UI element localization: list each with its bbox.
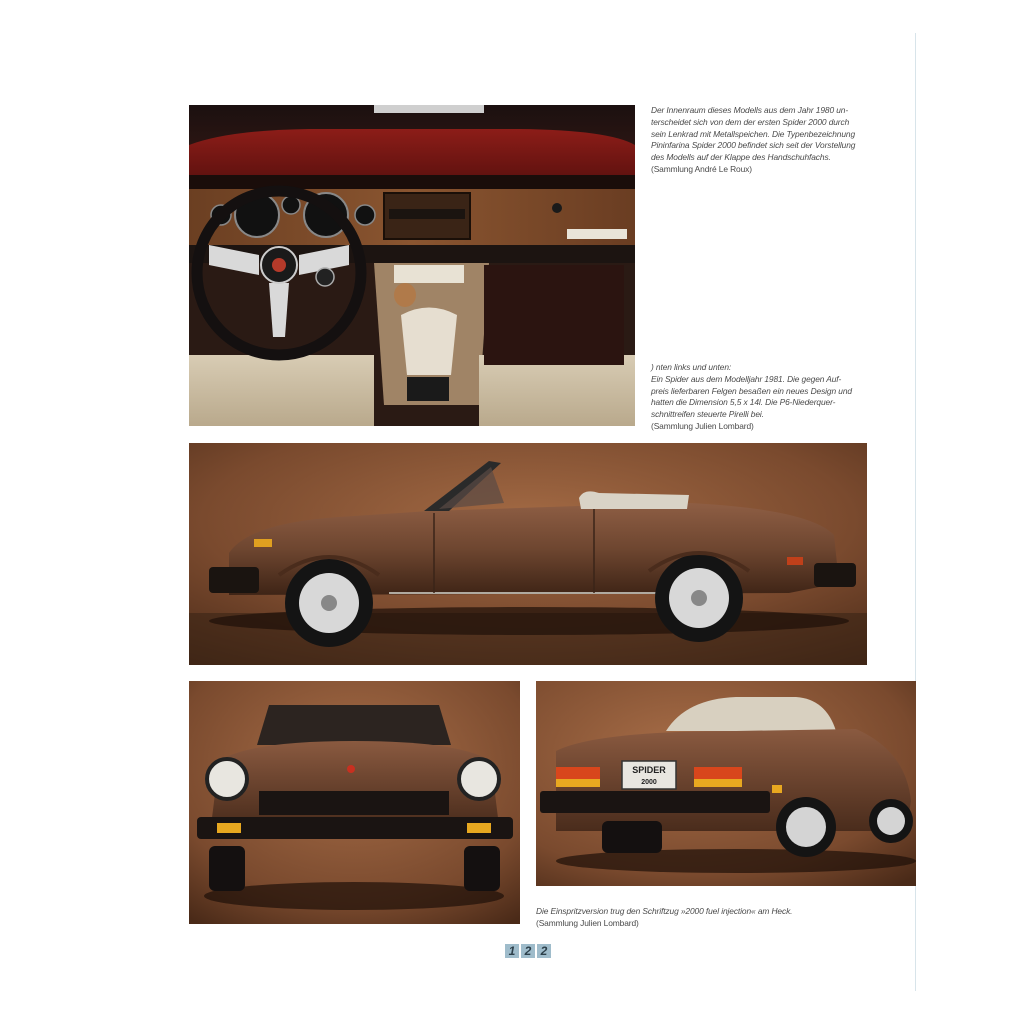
- interior-photo-caption: [651, 105, 876, 176]
- interior-dashboard-photo: [189, 105, 635, 426]
- caption-line: Ein Spider aus dem Modelljahr 1981. Die gegen Auf-: [651, 373, 842, 384]
- rear-view-car-photo: [536, 681, 916, 886]
- caption-credit: (Sammlung Julien Lombard): [536, 917, 639, 928]
- front-view-car-photo: [189, 681, 520, 924]
- caption-line: hatten die Dimension 5,5 x 14l. Die P6-Niederquer-: [651, 397, 836, 408]
- caption-line: Pininfarina Spider 2000 befindet sich seit der Vorstellung: [651, 140, 856, 151]
- side-profile-car-photo: [189, 443, 867, 665]
- caption-heading: ) nten links und unten:: [651, 362, 732, 372]
- page-number-digit: 2: [537, 944, 551, 958]
- caption-line: schnittreifen steuerte Pirelli bei.: [651, 409, 764, 420]
- caption-line: Die Einspritzversion trug den Schriftzug »2000 fuel injection« am Heck.: [536, 906, 793, 916]
- page-number-digit: 2: [521, 944, 535, 958]
- caption-line: des Modells auf der Klappe des Handschuhfachs.: [651, 152, 831, 163]
- side-photo-caption: [651, 362, 876, 433]
- caption-line: sein Lenkrad mit Metallspeichen. Die Typenbezeichnung: [651, 128, 856, 139]
- rear-plate-text-top: SPIDER: [632, 765, 666, 775]
- caption-credit: (Sammlung André Le Roux): [651, 163, 752, 174]
- page-number: [505, 944, 551, 958]
- caption-credit: (Sammlung Julien Lombard): [651, 420, 754, 431]
- caption-line: Der Innenraum dieses Modells aus dem Jahr 1980 un-: [651, 105, 849, 115]
- caption-line: preis lieferbaren Felgen besaßen ein neues Design und: [651, 385, 852, 396]
- rear-plate-text-bottom: 2000: [641, 779, 657, 786]
- page-number-digit: 1: [505, 944, 519, 958]
- rear-photo-caption: [536, 906, 836, 930]
- caption-line: terscheidet sich von dem der ersten Spider 2000 durch: [651, 116, 850, 127]
